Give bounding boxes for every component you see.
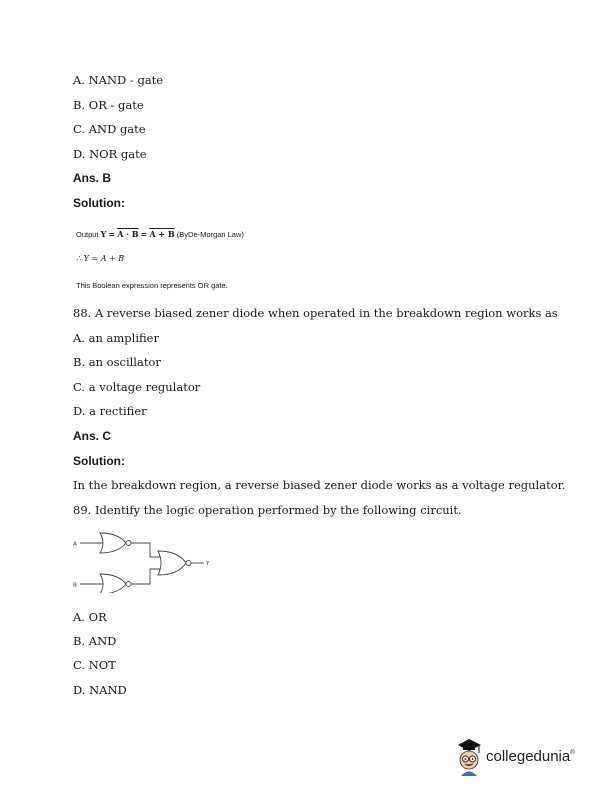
mascot-icon [455,736,483,776]
expr-eq1: = [108,229,116,239]
expr-bar2: A + B [149,229,175,239]
nor-gate-bottom [100,574,126,593]
output-gate [158,551,186,575]
q87-answer: Ans. B [73,171,112,185]
bubble-bottom [126,582,131,587]
q88-option-c: C. a voltage regulator [73,380,201,394]
label-a: A [73,541,77,548]
q87-solution-label: Solution: [73,196,125,210]
nor-gate-top [100,533,126,553]
wire-top-out [131,543,160,557]
expr-prefix: Output [76,230,99,239]
q89-option-b: B. AND [73,634,117,648]
collegedunia-logo [455,736,575,776]
q87-conclusion: This Boolean expression represents OR gate. [76,281,228,290]
q89-circuit-diagram [70,527,220,593]
q88-question: 88. A reverse biased zener diode when operated in the breakdown region works as [73,306,558,320]
q89-option-a: A. OR [73,610,107,624]
q87-therefore: ∴ Y = A + B [76,254,125,263]
bubble-top [126,541,131,546]
expr-y: Y [100,229,107,239]
q89-question: 89. Identify the logic operation performed by the following circuit. [73,503,462,517]
q87-option-b: B. OR - gate [73,98,144,112]
label-b: B [73,582,77,589]
expr-bar1: A · B [117,229,139,239]
q89-option-d: D. NAND [73,683,127,697]
q88-solution: In the breakdown region, a reverse biased zener diode works as a voltage regulator. [73,478,566,492]
q87-option-c: C. AND gate [73,122,146,136]
q88-solution-label: Solution: [73,454,125,468]
q88-option-b: B. an oscillator [73,355,161,369]
q87-option-a: A. NAND - gate [73,73,164,87]
brand-name: collegedunia [486,747,571,765]
expr-law: (ByDe-Morgan Law) [176,230,244,239]
wire-bottom-out [131,569,160,584]
q89-option-c: C. NOT [73,658,116,672]
bubble-out [186,561,191,566]
q88-answer: Ans. C [73,429,112,443]
q87-expression [76,229,244,239]
q88-option-a: A. an amplifier [73,331,159,345]
expr-eq2: = [140,229,148,239]
label-y: Y [206,561,210,567]
q87-option-d: D. NOR gate [73,147,147,161]
q88-option-d: D. a rectifier [73,404,147,418]
registered-mark: ® [570,750,575,756]
